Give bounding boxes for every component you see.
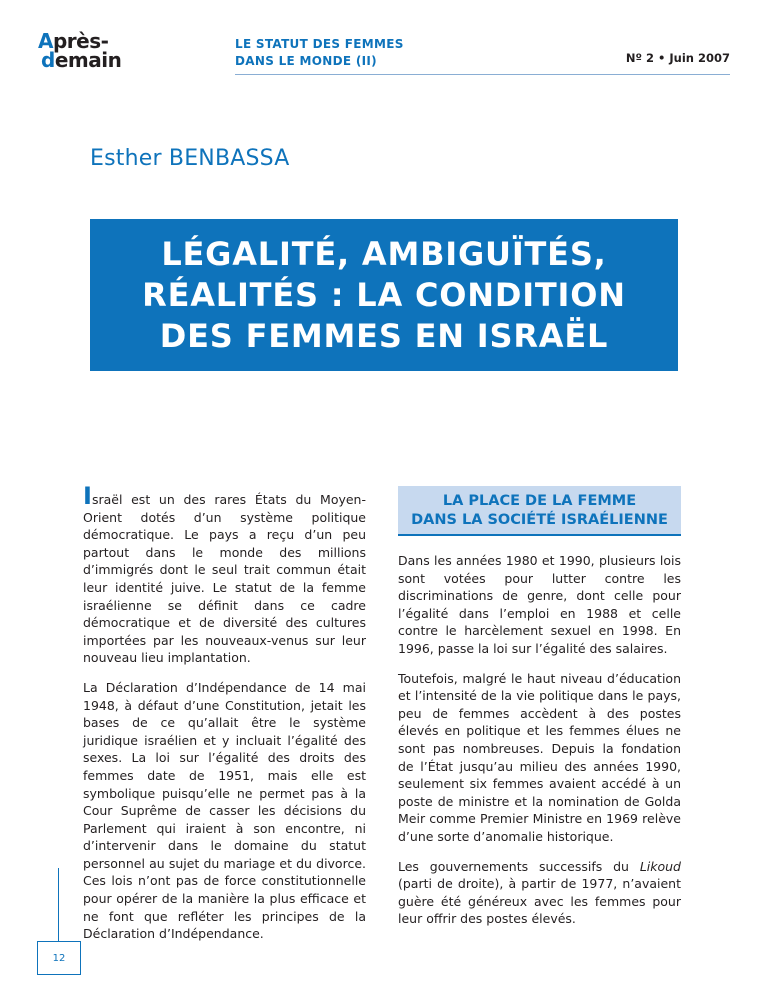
left-paragraph-2: La Déclaration d’Indépendance de 14 mai 1948, à défaut d’une Constitution, jetait les bases de ce qu’allait être le système juridique israélien et y incluait l’égalité des sexes. La loi sur l’égalité des droits des femmes date de 1951, mais elle est symbolique puisqu’elle ne permet pas à la Cour Suprême de casser les décisions du Parlement qui iraient à son encontre, ni d’intervenir dans le domaine du statut personnel au sujet du mariage et du divorce. Ces lois n’ont pas de force constitutionnelle pour opérer de la manière la plus efficace et ne font que refléter les principes de la Déclaration d’Indépendance. bbox=[83, 679, 366, 942]
right-column bbox=[398, 552, 681, 940]
header-topic-line1: LE STATUT DES FEMMES bbox=[235, 37, 404, 51]
logo-text-emain: emain bbox=[54, 48, 122, 72]
right-paragraph-1: Dans les années 1980 et 1990, plusieurs lois sont votées pour lutter contre les discriminations de genre, dont celle pour l’égalité dans l’emploi en 1988 et celle contre le harcèlement sexuel en 1998. En 1996, passe la loi sur l’égalité des salaires. bbox=[398, 553, 681, 656]
left-column bbox=[83, 482, 366, 955]
logo-letter-a: A bbox=[38, 29, 53, 53]
left-paragraph-1 bbox=[83, 482, 366, 667]
title-line2: RÉALITÉS : LA CONDITION bbox=[142, 275, 626, 314]
right-paragraph-2: Toutefois, malgré le haut niveau d’éducation et l’intensité de la vie politique dans le pays, peu de femmes accèdent à des postes élevés en politique et les femmes élues ne sont pas nombreuses. Depuis la fondation de l’État jusqu’au milieu des années 1990, seulement six femmes avaient accédé à un poste de ministre et la nomination de Golda Meir comme Premier Ministre en 1969 relève d’une sorte d’anomalie historique. bbox=[398, 670, 681, 844]
article-author: Esther BENBASSA bbox=[90, 146, 290, 171]
logo-letter-d: d bbox=[41, 48, 55, 72]
right-paragraph-3-start: Les gouvernements successifs du bbox=[398, 858, 640, 874]
page-number: 12 bbox=[37, 941, 81, 975]
article-title-box bbox=[90, 219, 678, 371]
logo bbox=[38, 29, 128, 72]
right-paragraph-3-end: (parti de droite), à partir de 1977, n’avaient guère été généreux avec les femmes pour leur offrir des postes élevés. bbox=[398, 876, 681, 927]
header-topic bbox=[235, 36, 404, 70]
logo-text-pres: près- bbox=[52, 29, 109, 53]
left-paragraph-1-text: sraël est un des rares États du Moyen-Orient dotés d’un système politique démocratique. Le pays a reçu d’un peu partout dans le monde des millions d’immigrés dont le seul trait commun était leur identité juive. Le statut de la femme israélienne se définit dans ce cadre démocratique et de diversité des cultures importées par les nouveaux-venus sur leur nouveau lieu implantation. bbox=[83, 492, 366, 666]
section-heading bbox=[398, 486, 681, 536]
article-title bbox=[142, 234, 626, 357]
dropcap: I bbox=[83, 482, 92, 510]
title-line1: LÉGALITÉ, AMBIGUÏTÉS, bbox=[161, 234, 607, 273]
header-divider bbox=[235, 74, 730, 75]
logo-line-bottom bbox=[38, 48, 128, 72]
issue-number: Nº 2 • Juin 2007 bbox=[625, 51, 730, 65]
section-heading-line1: LA PLACE DE LA FEMME bbox=[442, 493, 637, 509]
title-line3: DES FEMMES EN ISRAËL bbox=[159, 316, 609, 355]
party-name-likoud: Likoud bbox=[639, 858, 681, 874]
right-paragraph-3 bbox=[398, 858, 681, 928]
header-topic-line2: DANS LE MONDE (II) bbox=[235, 54, 377, 68]
page-number-rule bbox=[58, 868, 59, 941]
section-heading-line2: DANS LA SOCIÉTÉ ISRAÉLIENNE bbox=[411, 512, 668, 528]
